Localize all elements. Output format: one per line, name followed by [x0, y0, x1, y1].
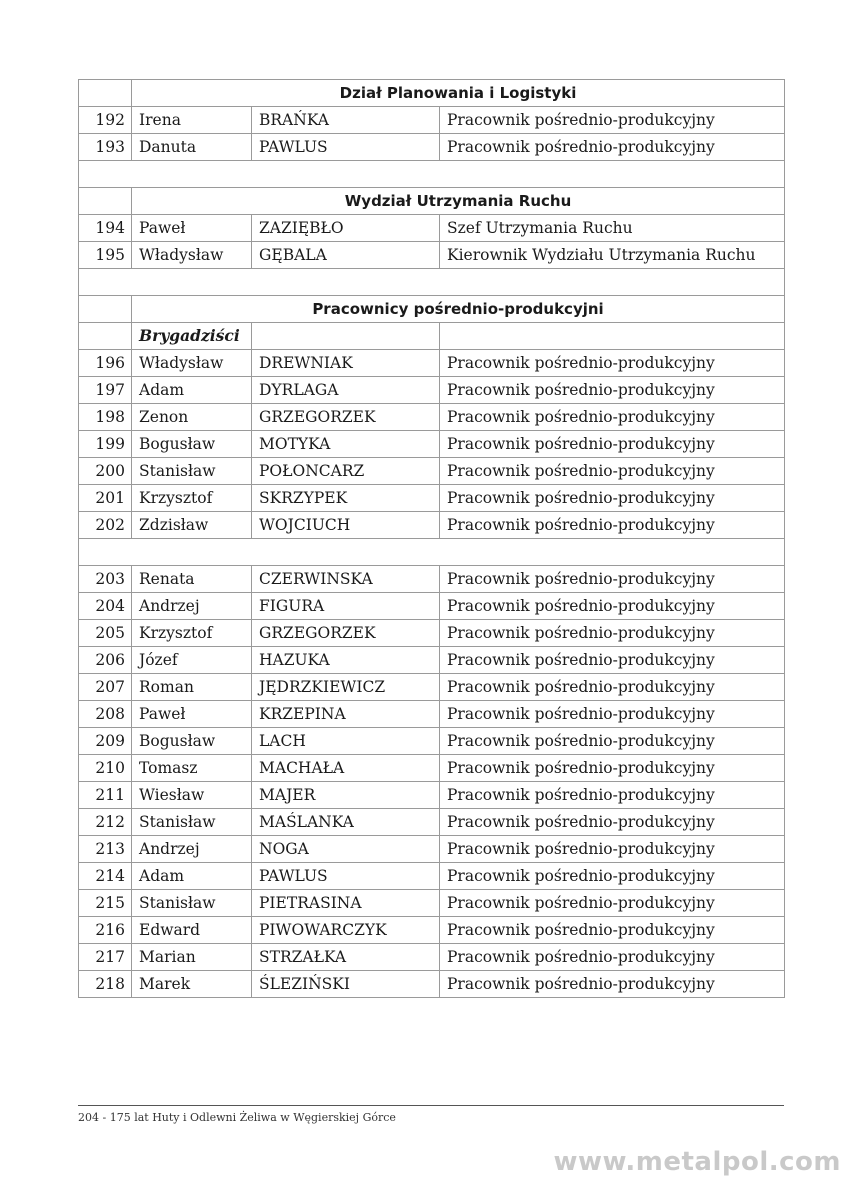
table-row [79, 377, 785, 404]
last-name: MACHAŁA [252, 755, 440, 782]
table-row [79, 647, 785, 674]
last-name: GRZEGORZEK [252, 620, 440, 647]
first-name: Marian [132, 944, 252, 971]
first-name: Paweł [132, 701, 252, 728]
table-row [79, 971, 785, 998]
footer-divider [78, 1105, 784, 1106]
table-row [79, 215, 785, 242]
job-title: Pracownik pośrednio-produkcyjny [440, 350, 785, 377]
table-row [79, 890, 785, 917]
row-number: 200 [79, 458, 132, 485]
first-name: Danuta [132, 134, 252, 161]
empty-cell [440, 323, 785, 350]
table-row [79, 620, 785, 647]
row-number: 217 [79, 944, 132, 971]
job-title: Pracownik pośrednio-produkcyjny [440, 377, 785, 404]
last-name: LACH [252, 728, 440, 755]
first-name: Tomasz [132, 755, 252, 782]
job-title: Pracownik pośrednio-produkcyjny [440, 458, 785, 485]
section-title: Dział Planowania i Logistyki [132, 80, 785, 107]
section-title: Wydział Utrzymania Ruchu [132, 188, 785, 215]
job-title: Pracownik pośrednio-produkcyjny [440, 107, 785, 134]
job-title: Pracownik pośrednio-produkcyjny [440, 971, 785, 998]
first-name: Krzysztof [132, 485, 252, 512]
spacer-row [79, 161, 785, 188]
first-name: Paweł [132, 215, 252, 242]
spacer-cell [79, 269, 785, 296]
first-name: Stanisław [132, 458, 252, 485]
table-row [79, 782, 785, 809]
table-row [79, 809, 785, 836]
table-row [79, 917, 785, 944]
last-name: BRAŃKA [252, 107, 440, 134]
last-name: POŁONCARZ [252, 458, 440, 485]
row-number: 215 [79, 890, 132, 917]
row-number: 218 [79, 971, 132, 998]
job-title: Pracownik pośrednio-produkcyjny [440, 512, 785, 539]
row-number: 192 [79, 107, 132, 134]
first-name: Andrzej [132, 593, 252, 620]
spacer-cell [79, 161, 785, 188]
job-title: Pracownik pośrednio-produkcyjny [440, 566, 785, 593]
job-title: Pracownik pośrednio-produkcyjny [440, 836, 785, 863]
first-name: Edward [132, 917, 252, 944]
spacer-cell [79, 539, 785, 566]
row-number: 204 [79, 593, 132, 620]
last-name: CZERWINSKA [252, 566, 440, 593]
first-name: Zdzisław [132, 512, 252, 539]
job-title: Pracownik pośrednio-produkcyjny [440, 404, 785, 431]
job-title: Pracownik pośrednio-produkcyjny [440, 755, 785, 782]
job-title: Pracownik pośrednio-produkcyjny [440, 701, 785, 728]
job-title: Pracownik pośrednio-produkcyjny [440, 890, 785, 917]
table-row [79, 512, 785, 539]
job-title: Pracownik pośrednio-produkcyjny [440, 485, 785, 512]
table-row [79, 728, 785, 755]
spacer-row [79, 269, 785, 296]
section-title: Pracownicy pośrednio-produkcyjni [132, 296, 785, 323]
last-name: GĘBALA [252, 242, 440, 269]
table-row [79, 485, 785, 512]
number-cell [79, 323, 132, 350]
table-row [79, 944, 785, 971]
last-name: KRZEPINA [252, 701, 440, 728]
row-number: 203 [79, 566, 132, 593]
last-name: PAWLUS [252, 134, 440, 161]
job-title: Szef Utrzymania Ruchu [440, 215, 785, 242]
table-row [79, 350, 785, 377]
empty-cell [252, 323, 440, 350]
first-name: Wiesław [132, 782, 252, 809]
job-title: Pracownik pośrednio-produkcyjny [440, 809, 785, 836]
job-title: Pracownik pośrednio-produkcyjny [440, 620, 785, 647]
first-name: Adam [132, 377, 252, 404]
row-number: 205 [79, 620, 132, 647]
employee-table [78, 79, 785, 998]
row-number: 196 [79, 350, 132, 377]
row-number: 207 [79, 674, 132, 701]
first-name: Irena [132, 107, 252, 134]
number-cell [79, 188, 132, 215]
first-name: Józef [132, 647, 252, 674]
job-title: Pracownik pośrednio-produkcyjny [440, 782, 785, 809]
row-number: 202 [79, 512, 132, 539]
row-number: 212 [79, 809, 132, 836]
first-name: Roman [132, 674, 252, 701]
table-row [79, 404, 785, 431]
table-row [79, 863, 785, 890]
table-row [79, 134, 785, 161]
row-number: 195 [79, 242, 132, 269]
job-title: Pracownik pośrednio-produkcyjny [440, 593, 785, 620]
job-title: Pracownik pośrednio-produkcyjny [440, 431, 785, 458]
row-number: 211 [79, 782, 132, 809]
last-name: STRZAŁKA [252, 944, 440, 971]
last-name: MOTYKA [252, 431, 440, 458]
row-number: 210 [79, 755, 132, 782]
last-name: SKRZYPEK [252, 485, 440, 512]
job-title: Pracownik pośrednio-produkcyjny [440, 647, 785, 674]
last-name: WOJCIUCH [252, 512, 440, 539]
section-header-row [79, 296, 785, 323]
spacer-row [79, 539, 785, 566]
last-name: HAZUKA [252, 647, 440, 674]
last-name: FIGURA [252, 593, 440, 620]
first-name: Andrzej [132, 836, 252, 863]
row-number: 206 [79, 647, 132, 674]
job-title: Pracownik pośrednio-produkcyjny [440, 134, 785, 161]
job-title: Pracownik pośrednio-produkcyjny [440, 917, 785, 944]
row-number: 214 [79, 863, 132, 890]
row-number: 199 [79, 431, 132, 458]
job-title: Pracownik pośrednio-produkcyjny [440, 728, 785, 755]
last-name: PIWOWARCZYK [252, 917, 440, 944]
first-name: Marek [132, 971, 252, 998]
last-name: MAŚLANKA [252, 809, 440, 836]
table-row [79, 593, 785, 620]
page-footer: 204 - 175 lat Huty i Odlewni Żeliwa w Węgierskiej Górce [78, 1111, 396, 1124]
first-name: Bogusław [132, 728, 252, 755]
number-cell [79, 80, 132, 107]
table-row [79, 566, 785, 593]
first-name: Stanisław [132, 809, 252, 836]
subsection-title: Brygadziści [132, 323, 252, 350]
table-row [79, 431, 785, 458]
last-name: GRZEGORZEK [252, 404, 440, 431]
table-row [79, 107, 785, 134]
job-title: Pracownik pośrednio-produkcyjny [440, 863, 785, 890]
last-name: DYRLAGA [252, 377, 440, 404]
last-name: MAJER [252, 782, 440, 809]
first-name: Bogusław [132, 431, 252, 458]
table-row [79, 674, 785, 701]
job-title: Pracownik pośrednio-produkcyjny [440, 674, 785, 701]
subsection-row [79, 323, 785, 350]
last-name: PAWLUS [252, 863, 440, 890]
employee-table-body [79, 80, 785, 998]
row-number: 201 [79, 485, 132, 512]
last-name: PIETRASINA [252, 890, 440, 917]
row-number: 193 [79, 134, 132, 161]
first-name: Zenon [132, 404, 252, 431]
job-title: Pracownik pośrednio-produkcyjny [440, 944, 785, 971]
row-number: 216 [79, 917, 132, 944]
table-row [79, 836, 785, 863]
table-row [79, 755, 785, 782]
first-name: Władysław [132, 350, 252, 377]
row-number: 198 [79, 404, 132, 431]
row-number: 208 [79, 701, 132, 728]
watermark: www.metalpol.com [553, 1147, 841, 1177]
first-name: Adam [132, 863, 252, 890]
row-number: 213 [79, 836, 132, 863]
first-name: Stanisław [132, 890, 252, 917]
last-name: ZAZIĘBŁO [252, 215, 440, 242]
number-cell [79, 296, 132, 323]
first-name: Krzysztof [132, 620, 252, 647]
first-name: Renata [132, 566, 252, 593]
last-name: JĘDRZKIEWICZ [252, 674, 440, 701]
row-number: 194 [79, 215, 132, 242]
first-name: Władysław [132, 242, 252, 269]
row-number: 209 [79, 728, 132, 755]
table-row [79, 458, 785, 485]
section-header-row [79, 80, 785, 107]
table-row [79, 242, 785, 269]
section-header-row [79, 188, 785, 215]
job-title: Kierownik Wydziału Utrzymania Ruchu [440, 242, 785, 269]
last-name: ŚLEZIŃSKI [252, 971, 440, 998]
row-number: 197 [79, 377, 132, 404]
table-row [79, 701, 785, 728]
last-name: DREWNIAK [252, 350, 440, 377]
last-name: NOGA [252, 836, 440, 863]
